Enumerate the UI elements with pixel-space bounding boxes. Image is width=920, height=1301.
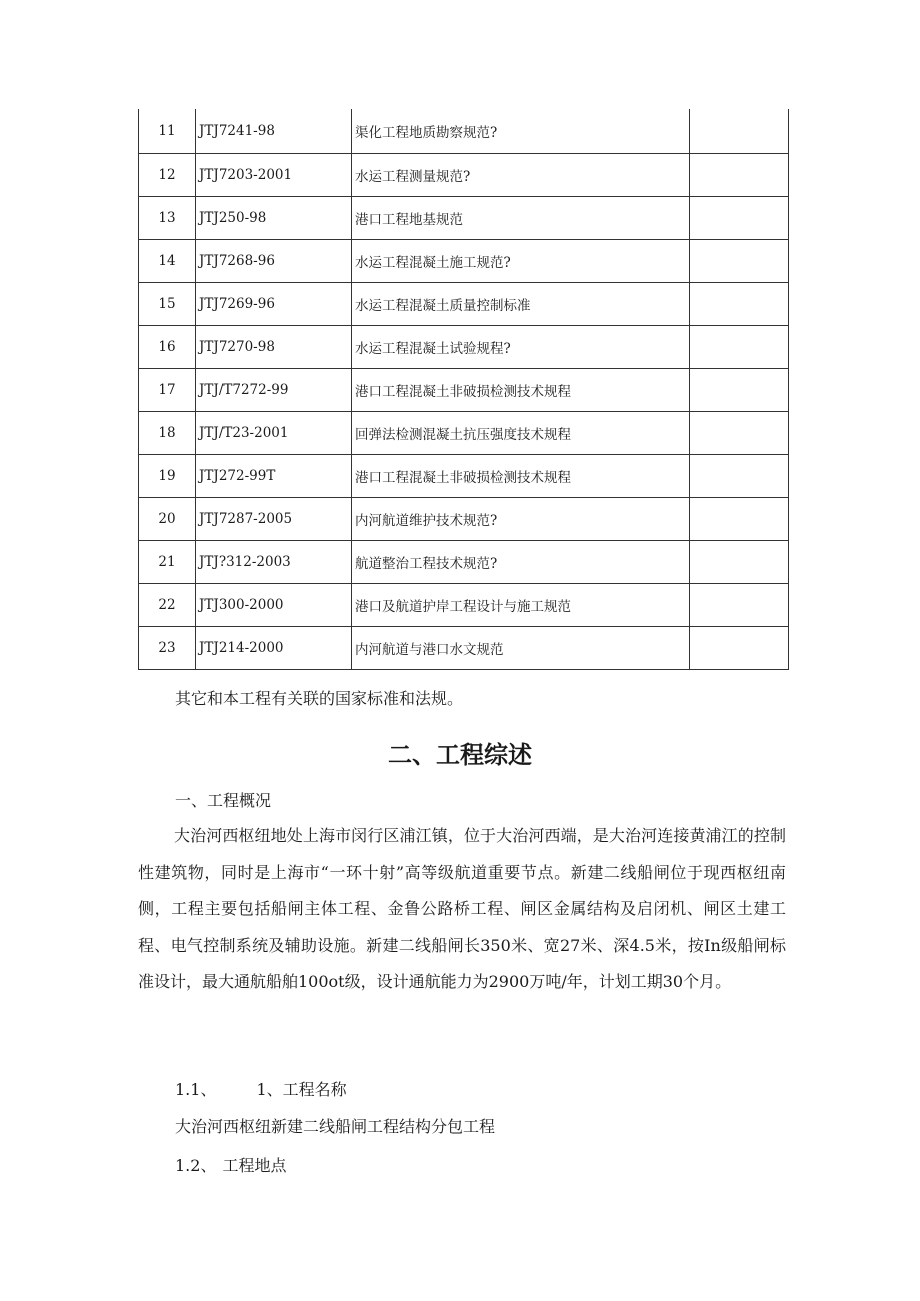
after-table-note: 其它和本工程有关联的国家标准和法规。 <box>175 689 464 708</box>
table-row <box>139 627 789 670</box>
row-number-cell: 16 <box>139 326 196 369</box>
standard-name-cell: 港口及航道护岸工程设计与施工规范 <box>352 584 690 627</box>
row-number-cell: 13 <box>139 197 196 240</box>
row-number-cell: 14 <box>139 240 196 283</box>
remarks-cell <box>690 541 789 584</box>
remarks-cell <box>690 498 789 541</box>
table-row <box>139 498 789 541</box>
standard-code-cell: JTJ250-98 <box>196 197 352 240</box>
table-row <box>139 240 789 283</box>
subsection-overview-title: 一、工程概况 <box>175 791 272 810</box>
row-number-cell: 22 <box>139 584 196 627</box>
standard-name-cell: 内河航道与港口水文规范 <box>352 627 690 670</box>
remarks-cell <box>690 369 789 412</box>
standard-code-cell: JTJ/T7272-99 <box>196 369 352 412</box>
row-number-cell: 11 <box>139 109 196 154</box>
table-row <box>139 109 789 154</box>
item-1-2-heading <box>175 1153 286 1176</box>
table-row <box>139 541 789 584</box>
remarks-cell <box>690 154 789 197</box>
overview-paragraph: 大治河西枢纽地处上海市闵行区浦江镇，位于大治河西端，是大治河连接黄浦江的控制性建筑物，同时是上海市“一环十射”高等级航道重要节点。新建二线船闸位于现西枢纽南侧，工程主要包括船闸主体工程、金鲁公路桥工程、闸区金属结构及启闭机、闸区土建工程、电气控制系统及辅助设施。新建二线船闸长350米、宽27米、深4.5米，按In级船闸标准设计，最大通航船舶100ot级，设计通航能力为2900万吨/年，计划工期30个月。 <box>138 826 786 992</box>
remarks-cell <box>690 584 789 627</box>
standard-name-cell: 水运工程混凝土施工规范? <box>352 240 690 283</box>
remarks-cell <box>690 240 789 283</box>
table-row <box>139 154 789 197</box>
standard-name-cell: 水运工程混凝土试验规程? <box>352 326 690 369</box>
remarks-cell <box>690 627 789 670</box>
table-row <box>139 369 789 412</box>
standard-code-cell: JTJ7270-98 <box>196 326 352 369</box>
standard-name-cell: 渠化工程地质勘察规范? <box>352 109 690 154</box>
table-row <box>139 412 789 455</box>
standard-name-cell: 回弹法检测混凝土抗压强度技术规程 <box>352 412 690 455</box>
standard-code-cell: JTJ7241-98 <box>196 109 352 154</box>
standard-name-cell: 水运工程测量规范? <box>352 154 690 197</box>
row-number-cell: 12 <box>139 154 196 197</box>
standards-table <box>138 109 789 670</box>
standard-name-cell: 水运工程混凝土质量控制标准 <box>352 283 690 326</box>
row-number-cell: 17 <box>139 369 196 412</box>
standard-code-cell: JTJ7268-96 <box>196 240 352 283</box>
row-number-cell: 19 <box>139 455 196 498</box>
table-row <box>139 283 789 326</box>
remarks-cell <box>690 455 789 498</box>
remarks-cell <box>690 109 789 154</box>
row-number-cell: 23 <box>139 627 196 670</box>
table-row <box>139 584 789 627</box>
row-number-cell: 15 <box>139 283 196 326</box>
standard-code-cell: JTJ7269-96 <box>196 283 352 326</box>
item-1-1-heading <box>175 1077 347 1100</box>
remarks-cell <box>690 412 789 455</box>
remarks-cell <box>690 197 789 240</box>
row-number-cell: 18 <box>139 412 196 455</box>
item-1-2-label: 工程地点 <box>222 1156 287 1175</box>
table-row <box>139 455 789 498</box>
standard-code-cell: JTJ272-99T <box>196 455 352 498</box>
remarks-cell <box>690 283 789 326</box>
standard-code-cell: JTJ7203-2001 <box>196 154 352 197</box>
section-heading: 二、工程综述 <box>388 741 532 769</box>
standard-code-cell: JTJ/T23-2001 <box>196 412 352 455</box>
row-number-cell: 21 <box>139 541 196 584</box>
table-row <box>139 197 789 240</box>
table-row <box>139 326 789 369</box>
standard-name-cell: 港口工程混凝土非破损检测技术规程 <box>352 369 690 412</box>
standard-code-cell: JTJ300-2000 <box>196 584 352 627</box>
standard-code-cell: JTJ7287-2005 <box>196 498 352 541</box>
remarks-cell <box>690 326 789 369</box>
standard-name-cell: 航道整治工程技术规范? <box>352 541 690 584</box>
item-1-1-number: 1.1、 <box>175 1080 217 1099</box>
standard-name-cell: 港口工程混凝土非破损检测技术规程 <box>352 455 690 498</box>
item-1-1-label: 1、工程名称 <box>256 1080 347 1099</box>
project-name: 大治河西枢纽新建二线船闸工程结构分包工程 <box>175 1117 496 1136</box>
item-1-2-number: 1.2、 <box>175 1156 217 1175</box>
standard-code-cell: JTJ?312-2003 <box>196 541 352 584</box>
standard-name-cell: 内河航道维护技术规范? <box>352 498 690 541</box>
standard-name-cell: 港口工程地基规范 <box>352 197 690 240</box>
standard-code-cell: JTJ214-2000 <box>196 627 352 670</box>
row-number-cell: 20 <box>139 498 196 541</box>
